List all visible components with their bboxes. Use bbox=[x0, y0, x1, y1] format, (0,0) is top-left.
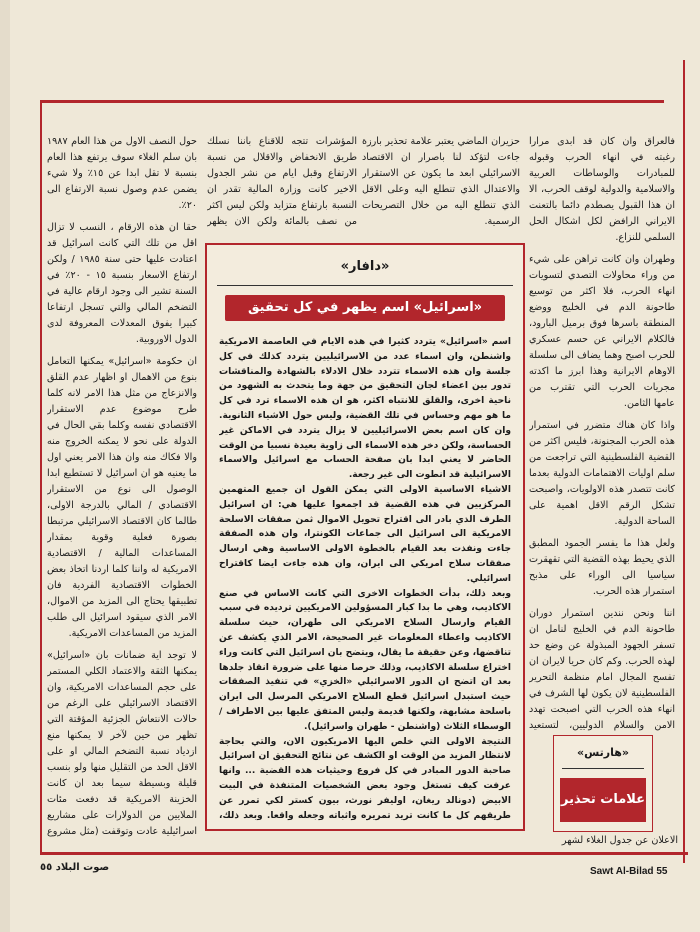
box-paragraph: النتيجة الاولى التي خلص اليها الامريكيون الان، والتي بحاجة لانتظار المزيد من الوقت او الكشف عن نتائج التحقيق ان اسرائيل صاحبة الدور المبادر في كل فروع وحيثيات هذه القضية ... وانها عرفت كيف تستغل وجود بعض الشخصيات المتنفذة في البيت الابيض (دونالد ريغان، اوليفر نورث، بيون كستر لكي تمرر عن طريقهم كل ما كانت تريد تمريره واثباته وجعله واقعا. وبعد ذلك، bbox=[219, 736, 511, 821]
bottom-rule bbox=[40, 852, 688, 855]
box-headline: «اسرائيل» اسم يظهر في كل تحقيق bbox=[225, 295, 505, 321]
davar-sidebar-box bbox=[205, 243, 525, 831]
box-body bbox=[219, 335, 511, 821]
box-paragraph: اسم «اسرائيل» يتردد كثيرا في هذه الايام في العاصمة الامريكية واشنطن، وان اسماء عدد من الاسرائيليين يتردد كذلك في كل جلسة وان هذه الاسماء تتردد خلال الادلاء بالشهادة والمناقشات تدور بين اعضاء لجان التحقيق من جهة وما يتحدث به الشهود من ناحية اخرى، والقلق للانتباه اكثر، هو ان هذه الاسماء ترد في كل ما هو مهم وحساس في تلك القضية، وليس حول الاشياء الثانوية. وان كان اسم بعض الاسرائيليين لا يزال يتردد في الاماكن غير الحساسة، ولكن دخر هذه الاسماء الى زاوية بعيدة نسبيا من الوقت الحاضر لا يعني ابدا بان صفحة الحساب مع اسرائيل والاسماء الاسرائيلية قد انطوت الى غير رجعة. bbox=[219, 337, 511, 481]
article-column-2 bbox=[362, 134, 520, 230]
col1-paragraph: ولعل هذا ما يفسر الجمود المطبق الذي يحيط بهذه القضية التي تقهقرت سياسيا الى الوراء على مذبح استمرار هذه الحرب. bbox=[529, 538, 675, 597]
folio-english bbox=[590, 866, 667, 877]
insert-title: علامات تحذير bbox=[560, 778, 646, 822]
box-source-kicker: «دافار» bbox=[340, 259, 390, 274]
article-column-4 bbox=[47, 134, 197, 838]
article-column-1 bbox=[529, 134, 675, 732]
left-rule bbox=[40, 100, 42, 852]
insert-divider bbox=[562, 768, 644, 769]
haaretz-title-insert bbox=[553, 735, 653, 832]
col4-paragraph: حول النصف الاول من هذا العام ١٩٨٧ بان سلم الغلاء سوف يرتفع هذا العام بنسبة لا تقل ابدا عن ١٥٪ ولا شيء يضمن عدم وصول نسبة الارتفاع الى ٢٠٪. bbox=[47, 136, 197, 211]
col4-paragraph: حقا ان هذه الارقام ، النسب لا تزال اقل من تلك التي كانت اسرائيل قد اعتادت عليها حتى سنة ١٩٨٥ / ولكن ارتفاع الاسعار بنسبة ١٥ - ٢٠٪ في السنة تشير الى وجود ارقام عالية في التضخم المالي والتي تسجل ارتفاعا كبيرا يفوق المعدلات المعروفة لدى الدول الاوروبية. bbox=[47, 222, 197, 345]
col1-paragraph: اننا ونحن نندين استمرار دوران طاحونة الدم في الخليج لنامل ان تسفر الجهود المبذولة عن وضع حد لهذه الحرب. وكم كان حريا لايران ان تفسح المجال امام منظمة التحرير الفلسطينية لان يكون لها الشرف في انهاء هذه الحرب التي اصبحت تهدد الامن والسلام الدوليين، لتستعيد bbox=[529, 608, 675, 731]
folio-arabic: صوت البلاد ٥٥ bbox=[40, 862, 110, 873]
top-rule bbox=[40, 100, 664, 103]
col3-paragraph: المؤشرات تتجه للاقناع باننا نسلك طريق الانخفاض والاقلال من نسبة الارتفاع وقبل ايام من نشر الجدول الاخير كانت وزارة المالية تقدر ان النسبة بارتفاع متزايد ولكن ليس اكثر من نصف بالمائة ولكن الان يظهر bbox=[207, 136, 357, 227]
insert-source-kicker: «هارتس» bbox=[577, 746, 629, 759]
column-continuation-line: الاعلان عن جدول الغلاء لشهر bbox=[561, 835, 678, 846]
col4-paragraph: لا توجد اية ضمانات بان «اسرائيل» يمكنها الثقة والاعتماد الكلي المستمر على حجم المساعدات الامريكية، وان الاقتصاد الاسرائيلي على الرغم من حالات الانتعاش الجزئية المؤقتة التي تظهر من حين لآخر لا يمكنها منع ازدياد نسبة التضخم المالي او على الاقل الحد من التقليل منها ولو بنسب قليلة وبسيطة سيما بعد ان كانت الخزينة الامريكية قد دفعت مئات الملايين من الدولارات على مشاريع اسرائيلية عادت وتوقفت (مثل مشروع bbox=[47, 650, 197, 837]
col1-paragraph: واذا كان هناك متضرر في استمرار هذه الحرب المجنونة، فليس اكثر من القضية الفلسطينية التي تراجعت من سلم اوليات الاهتمامات الدولية بعدما كانت تتصدر هذه الاولويات، واصبحت تشكل الرقم الاقل اهمية على الساحة الدولية. bbox=[529, 420, 675, 527]
col2-paragraph: حزيران الماضي يعتبر علامة تحذير بارزة جاءت لتؤكد لنا باصرار ان الاقتصاد الاسرائيلي ابعد ما يكون عن الاستقرار والاعتدال الذي تنطلع اليه وعلى الاقل الذي تنطلع اليه من خلال التصريحات الرسمية. bbox=[362, 136, 520, 227]
box-paragraph: وبعد ذلك، بدأت الخطوات الاخرى التي كانت الاساس في صنع الاكاذيب، وهي ما بدا كبار المسؤولين الامريكيين ترديده في سبب القيام وارسال السلاح الامريكي الى طهران، حيث سلسلة الاكاذيب واعطاء المعلومات غير الصحيحة، الامر الذي يكشف عن تناقضها، وعن حقيقة ما يقال، ويتضح بان اسرائيل التي كانت وراء اختراع سلسلة الاكاذيب، وذلك حرصا منها على ضرورة انقاذ جلدها بعد ان اتضح ان الدور الاسرائيلي «الخزي» في تنفيذ الصفقات حيث استبدل اسرائيل قطع السلاح الامريكي المرسل الى ايران باسلحة مشابهة، ولكنها قديمة وليس المتفق عليها بين الاطراف / الوسطاء الثلاث (واشنطن - طهران واسرائيل). bbox=[219, 588, 511, 732]
magazine-name: Sawt Al-Bilad bbox=[590, 866, 654, 877]
col4-paragraph: ان حكومة «اسرائيل» يمكنها التعامل بنوع من الاهمال او اظهار عدم القلق والانزعاج من مثل هذا الامر لانه كلما طرح موضوع عدم الاستقرار الاقتصادي نفسه وكلما بقي الحال في الدولة على نحو لا يمكنه الخروج منه والا فكاك منه وان هذا الامر يعني اول ما يعنيه هو ان اسرائيل لا تستطيع ابدا الوصول الى نوع من الاستقرار الاقتصادي / المالي بالدرجة الاولى، طالما كان الاقتصاد الاسرائيلي مرتبطا بصورة فعلية وقوية بمقدار المساعدات المالية / الاقتصادية الامريكية له واننا كلما اردنا اتخاذ بعض الخطوات الاقتصادية الفردية فان تطبيقها يحتاج الى المزيد من الاموال، الامر الذي سيقود اسرائيل الى طلب المزيد من المساعدات الامريكية. bbox=[47, 356, 197, 639]
article-column-3 bbox=[207, 134, 357, 230]
page-edge bbox=[0, 0, 10, 932]
col1-paragraph: فالعراق وان كان قد ابدى مرارا رغبته في انهاء الحرب وقبوله للمبادرات والوساطات العربية والاسلامية والدولية لوقف الحرب، الا ان هذا القبول يصطدم دائما بالتعنت الايراني الرافض لكل اشكال الحل السلمي للنزاع. bbox=[529, 136, 675, 243]
box-divider bbox=[217, 285, 513, 286]
right-rule bbox=[683, 60, 685, 863]
col1-paragraph: وطهران وان كانت تراهن على شيء من وراء محاولات التصدي لتسويات انهاء الحرب، فلا اكثر من توسيع طاحونة الدم في الخليج ووضع المنطقة باسرها فوق برميل البارود، فالكلام الايراني عن حسم عسكري للحرب اصبح وهما يضاف الى سلسلة الاوهام الايرانية وهذا ابرز ما اكدته مجريات الحرب التي تقترب من عامها الثامن. bbox=[529, 254, 675, 409]
page-number: 55 bbox=[656, 866, 668, 877]
box-paragraph: الاشياء الاساسية الاولى التي يمكن القول ان جميع المتهمين المركزيين في هذه القضية قد اجمعوا عليها هي: ان اسرائيل الطرف الذي بادر الى اقتراح تحويل الاموال ثمن صفقات الاسلحة الامريكية الى اسرائيل الى جماعات الكونترا، وان هذه الصفقة جاءت ونفذت بعد القيام بالخطوة الاولى الاساسية وهي ارسال صفقات سلاح امريكي الى ايران، وان هذه جاءت ايضا كاقتراح اسرائيلي. bbox=[219, 484, 511, 584]
